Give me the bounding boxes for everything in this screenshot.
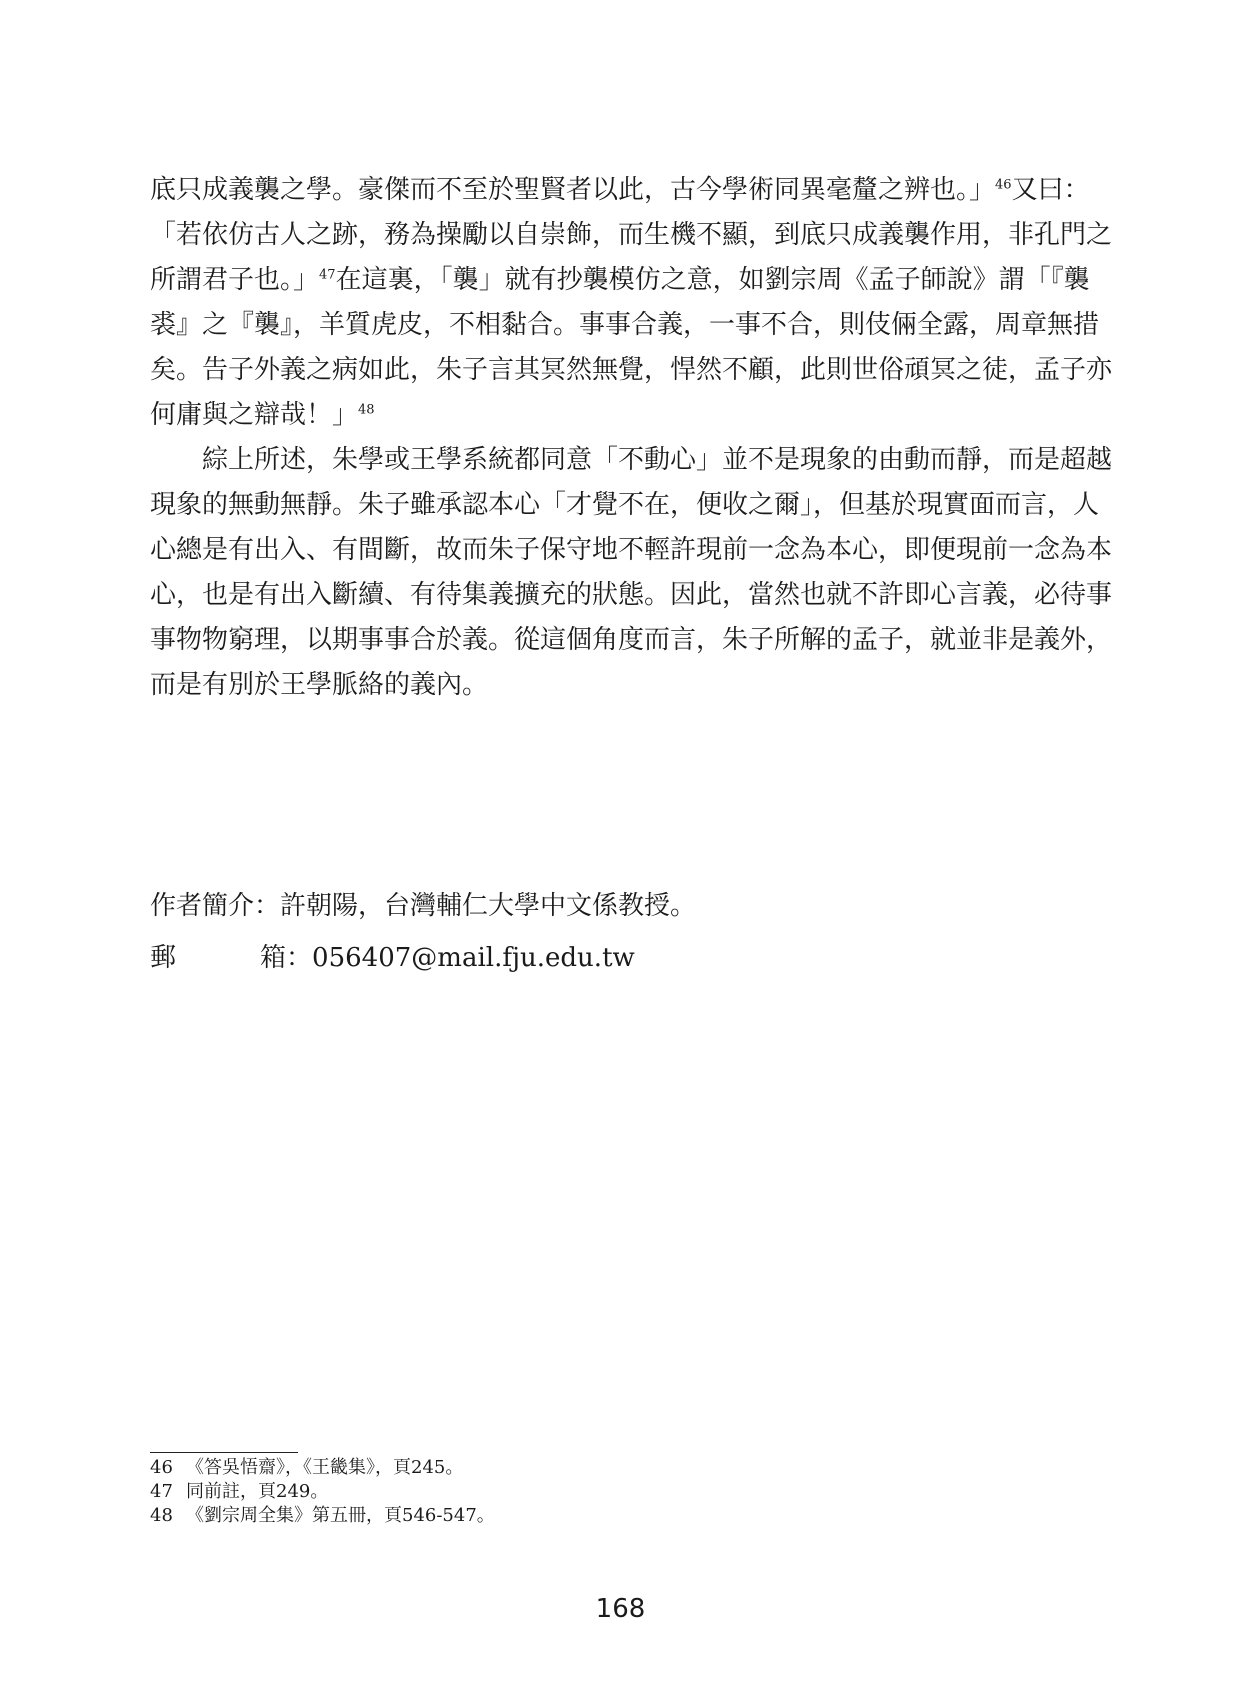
text-line: 心總是有出入、有間斷，故而朱子保守地不輕許現前一念為本心，即便現前一念為本	[150, 535, 1113, 565]
text-line: 綜上所述，朱學或王學系統都同意「不動心」並不是現象的由動而靜，而是超越	[202, 445, 1113, 475]
footnote-divider	[150, 1452, 298, 1453]
author-info	[150, 880, 696, 984]
footnote-ref-48[interactable]: 48	[358, 402, 375, 418]
footnote-text: 《答吳悟齋》，《王畿集》，頁245。	[186, 1457, 464, 1478]
text-line: 底只成義襲之學。豪傑而不至於聖賢者以此，古今學術同異毫釐之辨也。」$^{46}$又曰：	[150, 175, 1090, 205]
footnote-text: 同前註，頁249。	[186, 1481, 329, 1502]
footnote-48	[150, 1504, 495, 1528]
text-line: 事物物窮理，以期事事合於義。從這個角度而言，朱子所解的孟子，就並非是義外，	[150, 625, 1113, 655]
author-intro	[150, 880, 696, 932]
text-line: 所謂君子也。」$^{47}$在這裏，「襲」就有抄襲模仿之意，如劉宗周《孟子師說》謂「『襲	[150, 265, 1090, 295]
body-text	[150, 168, 1113, 708]
paragraph-1	[150, 168, 1113, 438]
footnote-ref-46[interactable]: 46	[995, 177, 1012, 193]
text-line: 何庸與之辯哉！」$^{48}$	[150, 400, 375, 430]
footnote-number: 46	[150, 1457, 173, 1478]
email-value[interactable]: 056407@mail.fju.edu.tw	[312, 943, 635, 973]
footnote-number: 47	[150, 1481, 173, 1502]
author-intro-label: 作者簡介：	[150, 891, 281, 921]
email-label-second: 箱：	[260, 943, 313, 973]
text-line: 矣。告子外義之病如此，朱子言其冥然無覺，悍然不顧，此則世俗頑冥之徒，孟子亦	[150, 355, 1113, 385]
footnote-46	[150, 1456, 495, 1480]
text-line: 「若依仿古人之跡，務為操勵以自崇飾，而生機不顯，到底只成義襲作用，非孔門之	[150, 220, 1113, 250]
footnote-number: 48	[150, 1505, 173, 1526]
author-intro-value: 許朝陽，台灣輔仁大學中文係教授。	[280, 891, 697, 921]
paragraph-2	[150, 438, 1113, 708]
email-label-first: 郵	[150, 943, 177, 973]
footnotes	[150, 1456, 495, 1528]
author-email	[150, 932, 696, 984]
text-line: 裘』之『襲』，羊質虎皮，不相黏合。事事合義，一事不合，則伎倆全露，周章無措	[150, 310, 1100, 340]
footnote-text: 《劉宗周全集》第五冊，頁546-547。	[186, 1505, 495, 1526]
footnote-47	[150, 1480, 495, 1504]
footnote-ref-47[interactable]: 47	[319, 267, 336, 283]
page-number: 168	[595, 1594, 646, 1624]
text-line: 而是有別於王學脈絡的義內。	[150, 670, 489, 700]
text-line: 現象的無動無靜。朱子雖承認本心「才覺不在，便收之爾」，但基於現實面而言，人	[150, 490, 1100, 520]
text-line: 心，也是有出入斷續、有待集義擴充的狀態。因此，當然也就不許即心言義，必待事	[150, 580, 1113, 610]
